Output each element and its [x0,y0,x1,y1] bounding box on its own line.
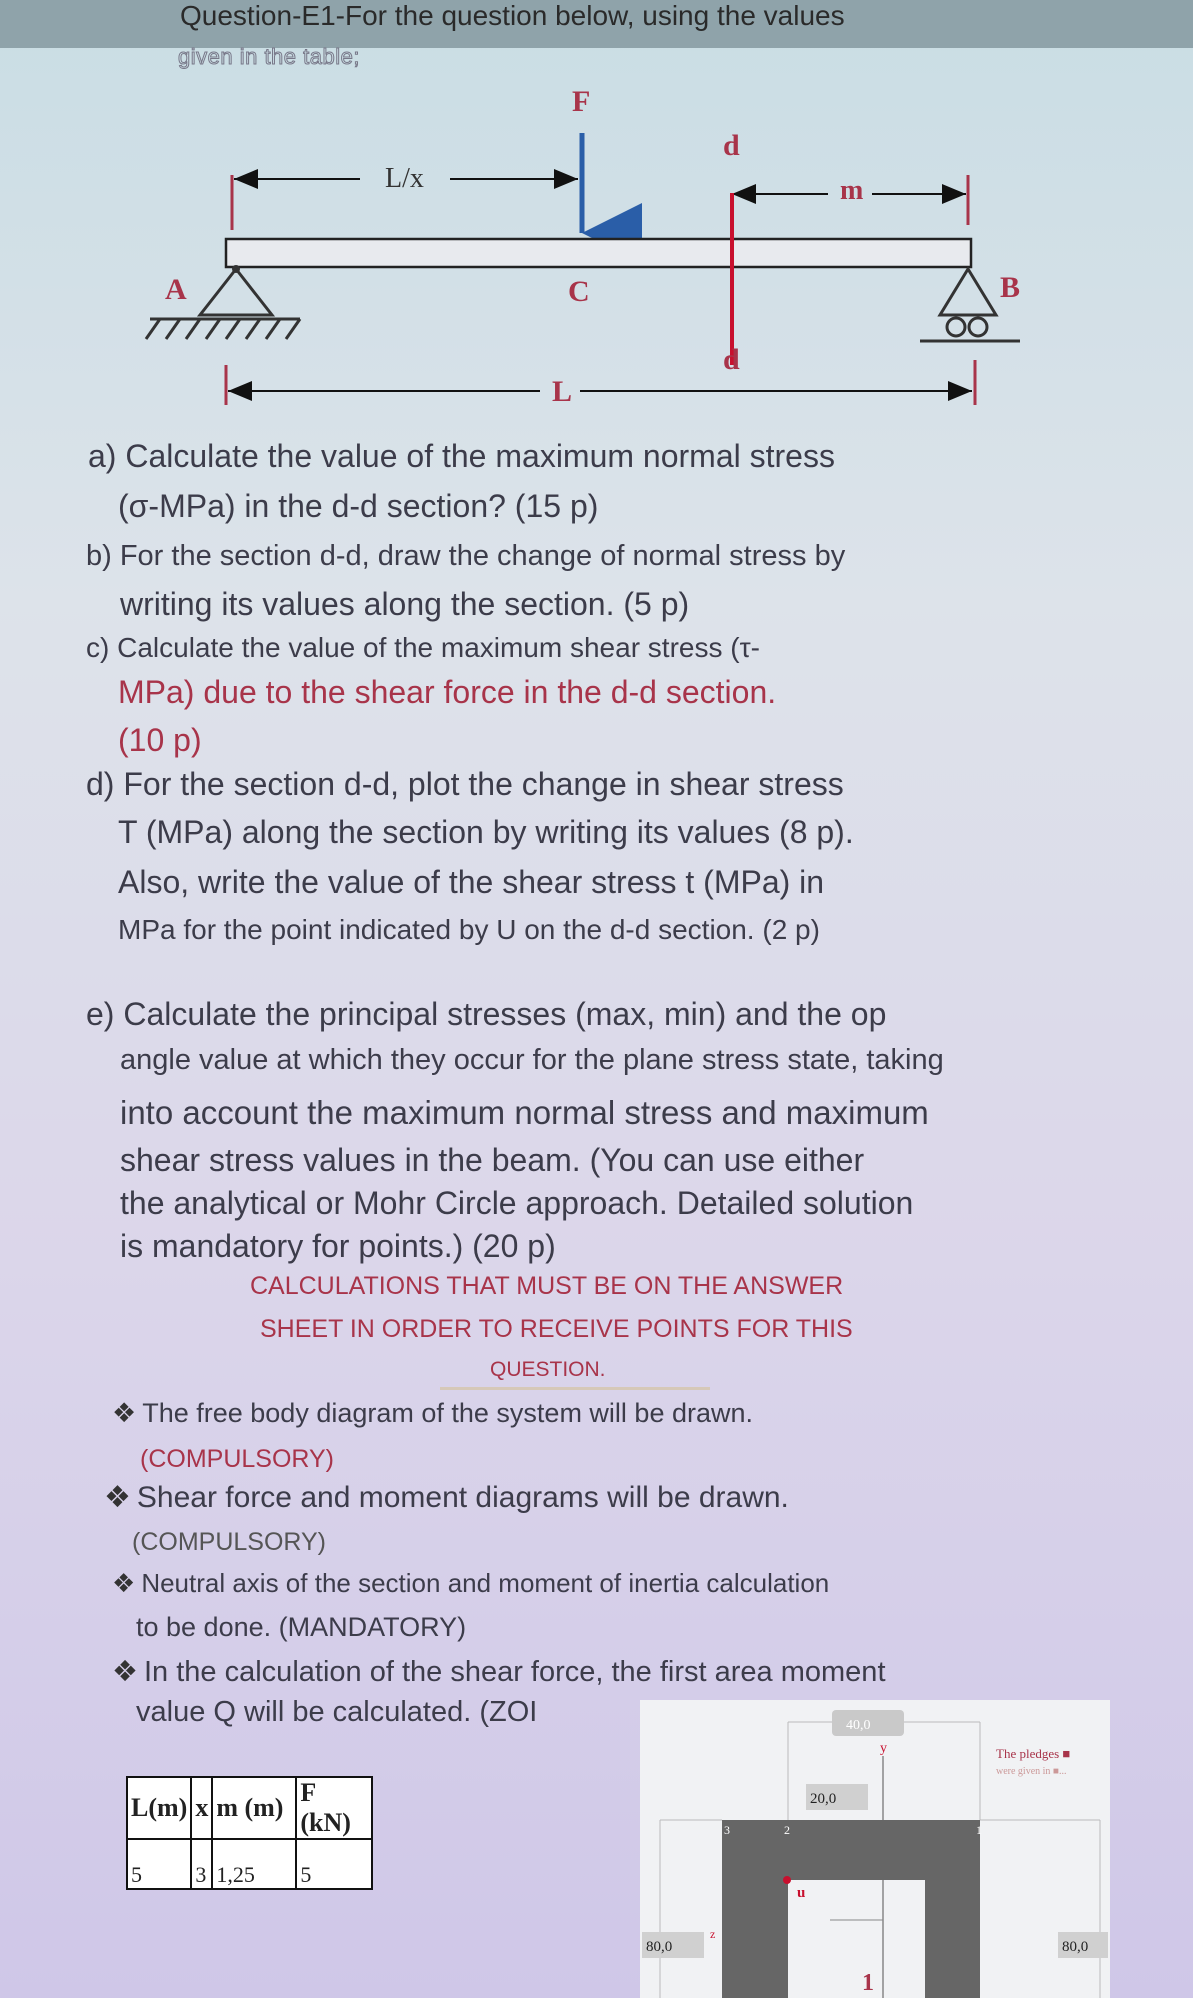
section-note-1: The pledges ■ [996,1746,1071,1761]
requirement-note: value Q will be calculated. (ZOI [136,1696,538,1728]
requirement-item [112,1568,829,1599]
label-A: A [165,273,187,306]
question-c-line2: MPa) due to the shear force in the d-d section. [118,674,777,710]
point-u-label: u [797,1885,806,1901]
question-c-line3: (10 p) [118,722,202,758]
point-3-label: 3 [724,1823,730,1837]
requirement-item [112,1654,886,1689]
bottom-1-label: 1 [862,1970,874,1996]
question-d-line4: MPa for the point indicated by U on the d-d section. (2 p) [118,914,820,945]
dim-right-label: 80,0 [1062,1939,1089,1955]
label-F: F [572,85,591,118]
beam-diagram [120,75,1040,415]
requirements-heading-1: CALCULATIONS THAT MUST BE ON THE ANSWER [250,1272,844,1300]
label-Lx: L/x [385,163,424,194]
requirement-note: (COMPULSORY) [140,1445,335,1473]
label-d-top: d [723,129,740,162]
requirement-text: Neutral axis of the section and moment of inertia calculation [141,1568,830,1598]
question-e-line6: is mandatory for points.) (20 p) [120,1228,556,1264]
question-c-line1: c) Calculate the value of the maximum shear stress (τ- [86,632,760,663]
table-cell: 5 [127,1839,191,1889]
requirements-heading-3: QUESTION. [490,1358,606,1381]
requirement-text: In the calculation of the shear force, the first area moment [144,1656,886,1688]
question-a-line1: a) Calculate the value of the maximum normal stress [88,438,835,474]
values-table [126,1776,373,1890]
label-B: B [1000,271,1021,304]
beam [226,239,971,267]
point-u-marker [783,1876,791,1884]
axis-z-label: z [710,1927,716,1941]
dim-flange-label: 20,0 [810,1791,837,1807]
point-2-label: 2 [784,1823,790,1837]
requirement-note: (COMPULSORY) [132,1528,327,1556]
roller-support-B [940,269,996,315]
table-header-cell: x [191,1777,212,1839]
section-note-2: were given in ■... [996,1766,1067,1777]
question-e-line5: the analytical or Mohr Circle approach. Detailed solution [120,1185,914,1221]
question-d-line2: T (MPa) along the section by writing its values (8 p). [118,814,854,850]
table-header-row [127,1777,372,1839]
table-header-cell: F (kN) [296,1777,372,1839]
dim-top-label: 40,0 [846,1718,871,1733]
requirement-item [112,1398,753,1429]
table-cell: 5 [296,1839,372,1889]
bullet-icon: ❖ [112,1656,138,1688]
requirement-text: The free body diagram of the system will be drawn. [142,1398,754,1428]
question-e-line3: into account the maximum normal stress and maximum [120,1094,929,1131]
requirements-heading-2: SHEET IN ORDER TO RECEIVE POINTS FOR THIS [260,1315,853,1343]
question-d-line1: d) For the section d-d, plot the change in shear stress [86,766,844,802]
question-d-line3: Also, write the value of the shear stress t (MPa) in [118,864,825,900]
question-e-line1: e) Calculate the principal stresses (max, min) and the op [86,996,887,1032]
bullet-icon: ❖ [112,1398,137,1428]
question-e-line2: angle value at which they occur for the plane stress state, taking [120,1044,944,1076]
bullet-icon: ❖ [104,1481,131,1514]
table-row [127,1839,372,1889]
requirement-text: Shear force and moment diagrams will be drawn. [136,1481,789,1514]
question-title: Question-E1-For the question below, using the values [180,0,845,31]
axis-y-label: y [880,1741,887,1756]
question-a-line2: (σ-MPa) in the d-d section? (15 p) [118,488,599,524]
requirement-note: to be done. (MANDATORY) [136,1612,467,1642]
pin-support-A [200,269,272,315]
question-b-line2: writing its values along the section. (5 p) [120,586,690,622]
question-e-line4: shear stress values in the beam. (You can use either [120,1142,865,1178]
bullet-icon: ❖ [112,1568,136,1598]
label-m: m [840,175,864,206]
question-b-line1: b) For the section d-d, draw the change of normal stress by [86,540,846,572]
requirement-item [104,1480,789,1515]
label-d-bottom: d [723,343,740,376]
question-subtitle: given in the table; [178,44,360,69]
table-cell: 1,25 [212,1839,296,1889]
label-L: L [552,375,573,408]
table-header-cell: L(m) [127,1777,191,1839]
point-1-label: 1 [976,1823,982,1837]
table-header-cell: m (m) [212,1777,296,1839]
cross-section-diagram [640,1700,1110,1998]
label-C: C [568,275,590,308]
heading-underline [440,1387,710,1390]
table-cell: 3 [191,1839,212,1889]
dim-left-label: 80,0 [646,1939,673,1955]
